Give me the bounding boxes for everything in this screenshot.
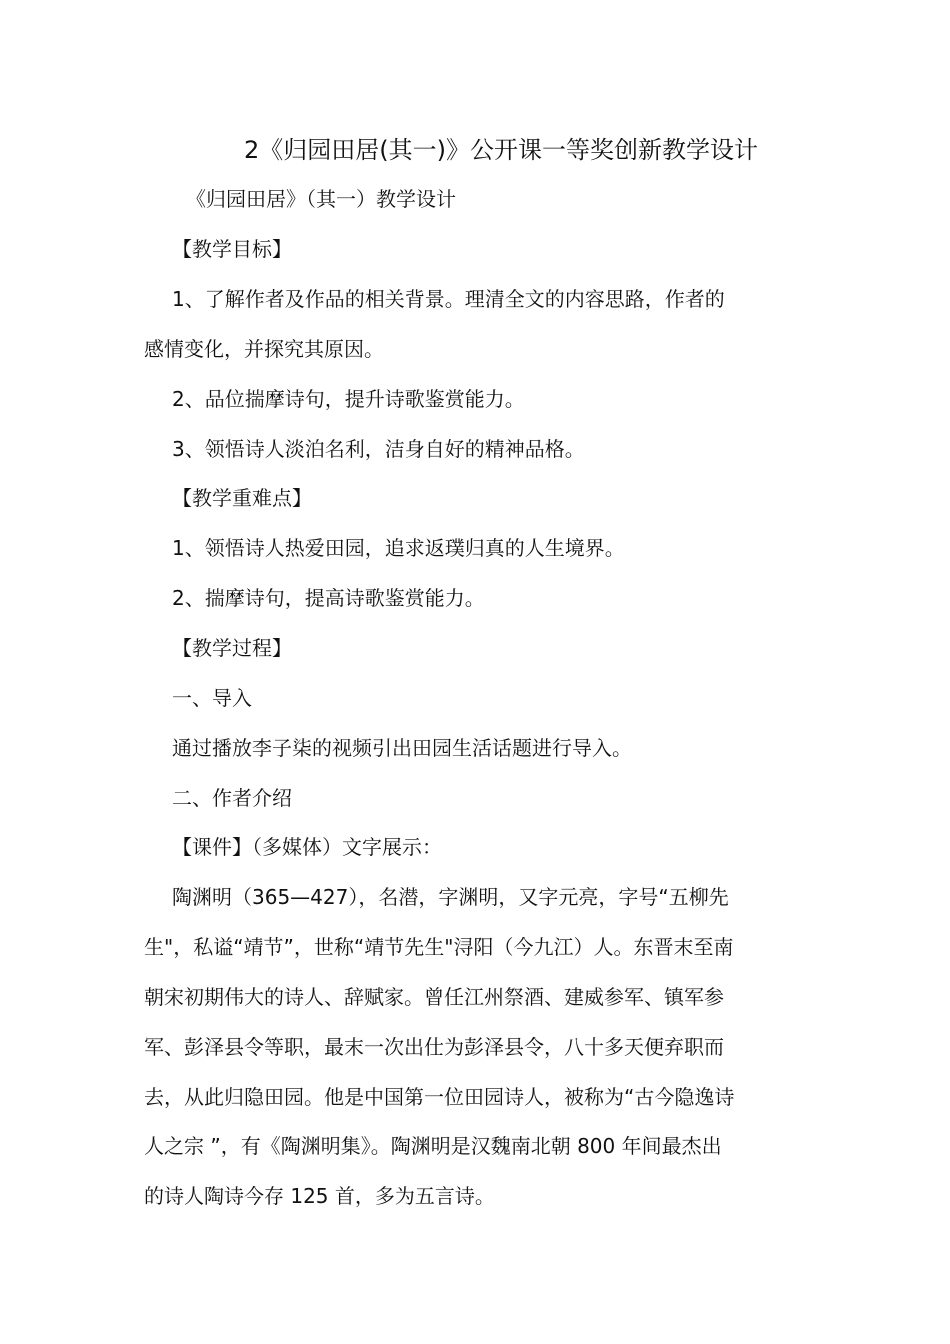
section-1-title: 一、导入 xyxy=(172,686,252,710)
goals-heading: 【教学目标】 xyxy=(172,237,292,261)
goal-item-3: 3、领悟诗人淡泊名利，洁身自好的精神品格。 xyxy=(172,437,585,461)
bio-line: 去，从此归隐田园。他是中国第一位田园诗人，被称为“古今隐逸诗 xyxy=(144,1085,735,1109)
bio-line: 生"，私谥“靖节”，世称“靖节先生"浔阳（今九江）人。东晋末至南 xyxy=(144,935,734,959)
bio-line: 陶渊明（365—427），名潜，字渊明，又字元亮，字号“五柳先 xyxy=(172,885,729,909)
goal-item-1-line-1: 1、了解作者及作品的相关背景。理清全文的内容思路，作者的 xyxy=(172,287,725,311)
section-1-text: 通过播放李子柒的视频引出田园生活话题进行导入。 xyxy=(172,736,632,760)
bio-line: 的诗人陶诗今存 125 首，多为五言诗。 xyxy=(144,1184,495,1208)
courseware-label: 【课件】（多媒体）文字展示： xyxy=(172,835,442,859)
bio-line: 人之宗 ”，有《陶渊明集》。陶渊明是汉魏南北朝 800 年间最杰出 xyxy=(144,1134,722,1158)
goal-item-1-line-2: 感情变化，并探究其原因。 xyxy=(144,337,384,361)
document-subtitle: 《归园田居》（其一）教学设计 xyxy=(186,187,456,211)
keypoint-item-2: 2、揣摩诗句，提高诗歌鉴赏能力。 xyxy=(172,586,485,610)
bio-line: 军、彭泽县令等职，最末一次出仕为彭泽县令，八十多天便弃职而 xyxy=(144,1035,724,1059)
document-title: 2《归园田居(其一)》公开课一等奖创新教学设计 xyxy=(244,136,758,164)
section-2-title: 二、作者介绍 xyxy=(172,786,292,810)
process-heading: 【教学过程】 xyxy=(172,636,292,660)
keypoint-item-1: 1、领悟诗人热爱田园，追求返璞归真的人生境界。 xyxy=(172,536,625,560)
goal-item-2: 2、品位揣摩诗句，提升诗歌鉴赏能力。 xyxy=(172,387,525,411)
keypoints-heading: 【教学重难点】 xyxy=(172,486,312,510)
bio-line: 朝宋初期伟大的诗人、辞赋家。曾任江州祭酒、建威参军、镇军参 xyxy=(144,985,724,1009)
